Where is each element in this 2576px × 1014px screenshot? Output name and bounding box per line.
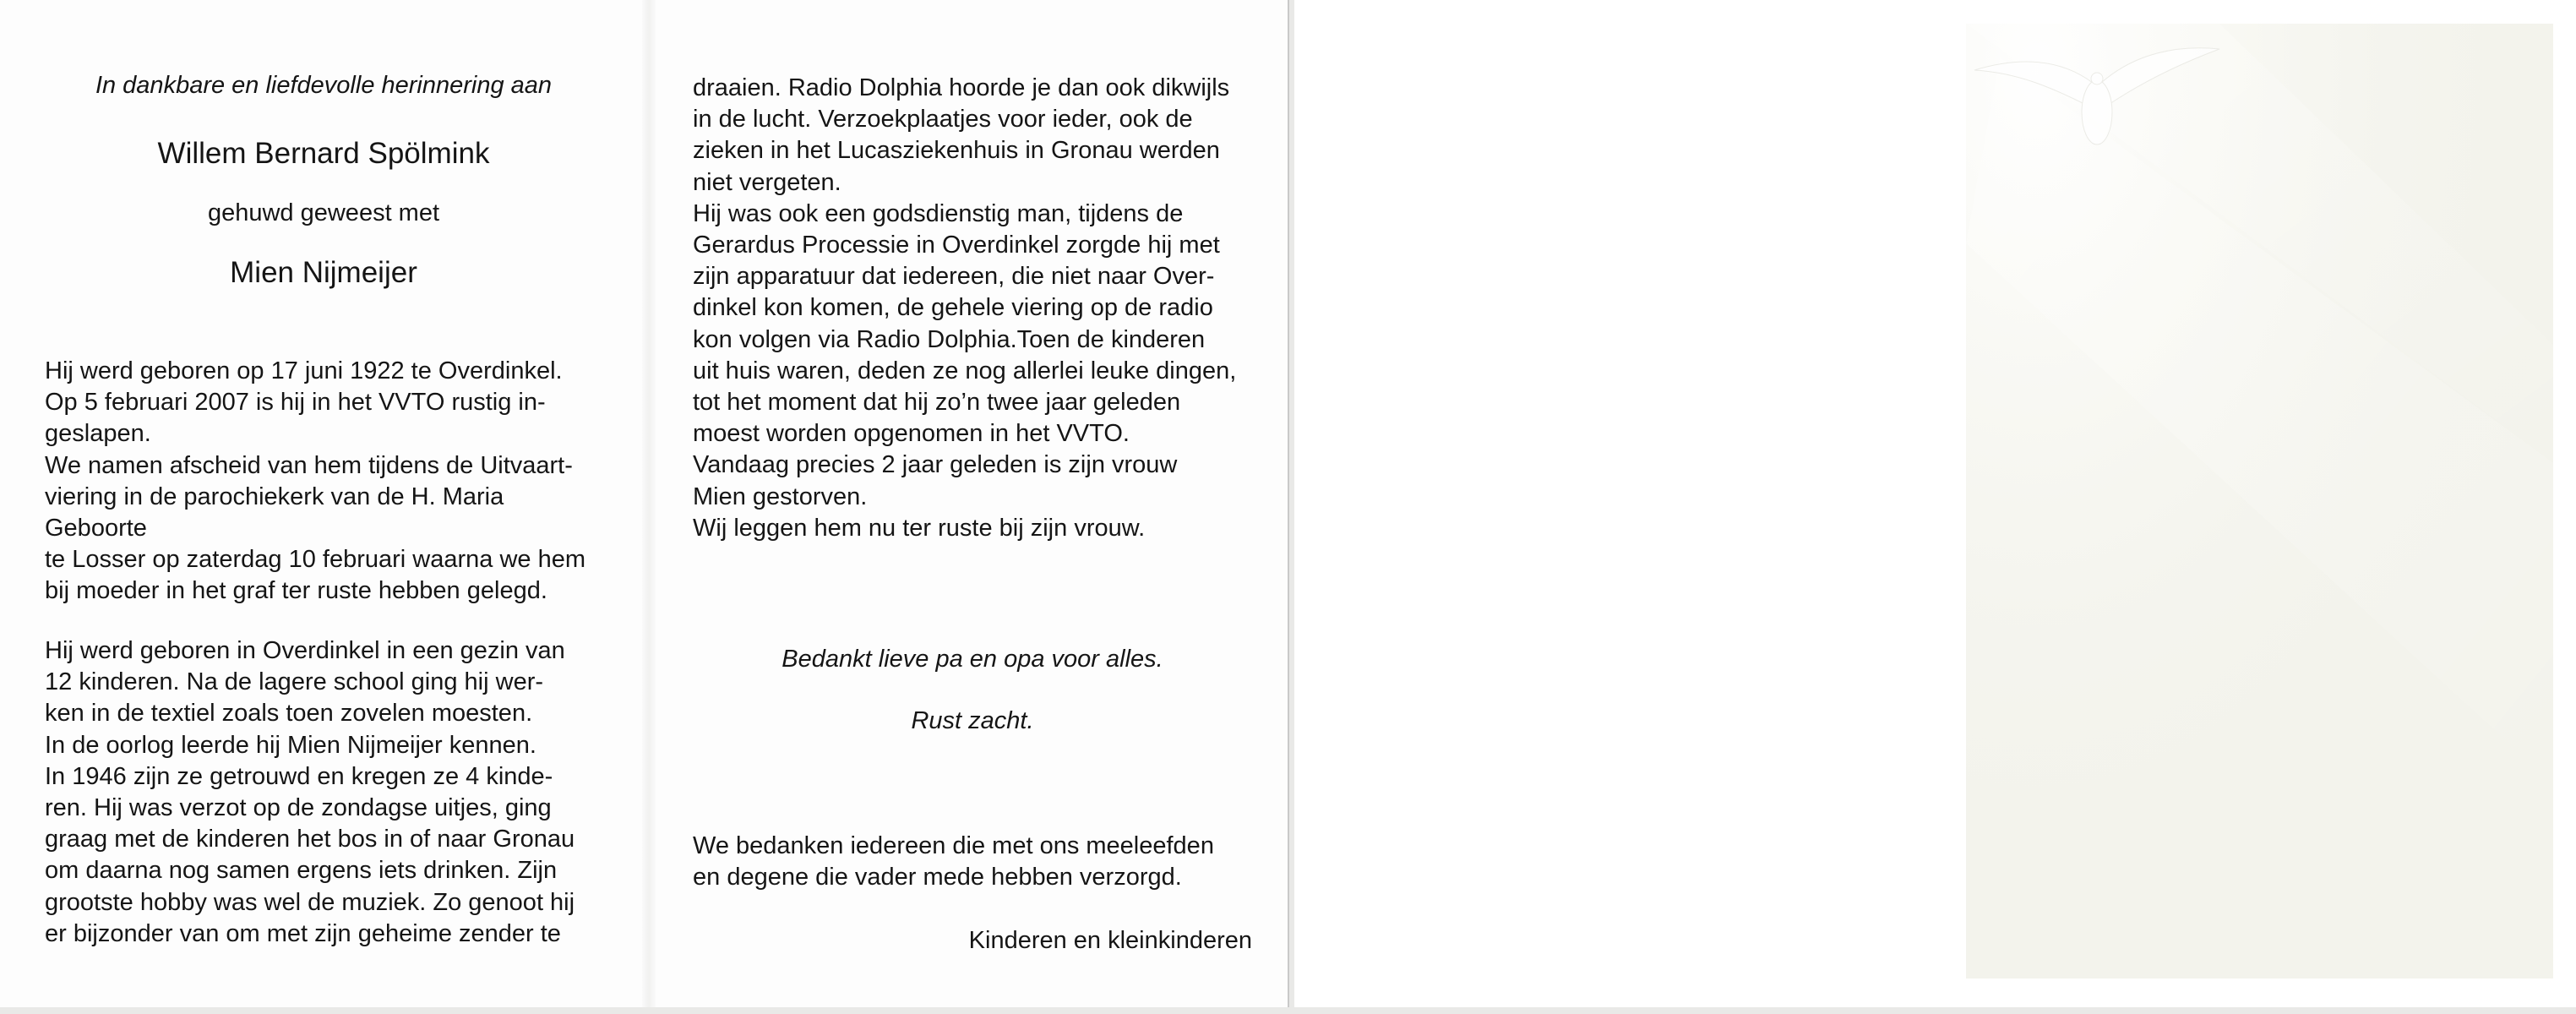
text-line: te Losser op zaterdag 10 februari waarna we hem bbox=[45, 546, 585, 574]
text-line: en degene die vader mede hebben verzorgd. bbox=[693, 864, 1182, 891]
biography-paragraph-1 bbox=[45, 356, 602, 608]
biography-continuation bbox=[693, 73, 1252, 544]
text-line: zijn apparatuur dat iedereen, die niet naar Over- bbox=[693, 263, 1215, 291]
text-line: tot het moment dat hij zo’n twee jaar geleden bbox=[693, 389, 1181, 417]
spouse-name: Mien Nijmeijer bbox=[230, 256, 417, 289]
signature: Kinderen en kleinkinderen bbox=[968, 927, 1252, 954]
acknowledgement bbox=[693, 831, 1252, 893]
text-line: We namen afscheid van hem tijdens de Uitvaart- bbox=[45, 451, 573, 479]
text-line: draaien. Radio Dolphia hoorde je dan ook dikwijls bbox=[693, 74, 1230, 101]
text-line: 12 kinderen. Na de lagere school ging hij wer- bbox=[45, 668, 544, 696]
text-line: kon volgen via Radio Dolphia.Toen de kinderen bbox=[693, 325, 1206, 353]
text-line: zieken in het Lucasziekenhuis in Gronau werden bbox=[693, 137, 1220, 165]
text-line: graag met de kinderen het bos in of naar Gronau bbox=[45, 826, 575, 853]
text-line: Op 5 februari 2007 is hij in het VVTO rustig in- bbox=[45, 389, 546, 417]
text-line: Hij werd geboren op 17 juni 1922 te Overdinkel. bbox=[45, 357, 563, 384]
text-line: Wij leggen hem nu ter ruste bij zijn vrouw. bbox=[693, 514, 1146, 542]
center-fold bbox=[642, 0, 656, 1007]
text-line: viering in de parochiekerk van de H. Maria Geboorte bbox=[45, 482, 504, 542]
text-line: In de oorlog leerde hij Mien Nijmeijer kennen. bbox=[45, 731, 536, 759]
text-line: Gerardus Processie in Overdinkel zorgde hij met bbox=[693, 232, 1220, 259]
dove-light-photo bbox=[1966, 24, 2553, 979]
married-to-label: gehuwd geweest met bbox=[207, 199, 440, 226]
text-line: In 1946 zijn ze getrouwd en kregen ze 4 kinde- bbox=[45, 762, 553, 790]
text-line: uit huis waren, deden ze nog allerlei leuke dingen, bbox=[693, 357, 1237, 384]
text-line: geslapen. bbox=[45, 420, 151, 448]
intro-line: In dankbare en liefdevolle herinnering aan bbox=[95, 72, 553, 99]
text-line: dinkel kon komen, de gehele viering op de radio bbox=[693, 294, 1213, 322]
text-line: moest worden opgenomen in het VVTO. bbox=[693, 420, 1130, 448]
text-line: Hij werd geboren in Overdinkel in een gezin van bbox=[45, 637, 565, 664]
rest-line: Rust zacht. bbox=[911, 707, 1034, 734]
text-line: Hij was ook een godsdienstig man, tijdens de bbox=[693, 199, 1184, 227]
text-line: We bedanken iedereen die met ons meeleefden bbox=[693, 832, 1214, 859]
text-line: bij moeder in het graf ter ruste hebben gelegd. bbox=[45, 577, 547, 605]
dove-icon bbox=[1966, 24, 2553, 979]
text-line: in de lucht. Verzoekplaatjes voor ieder, ook de bbox=[693, 106, 1193, 134]
text-line: Mien gestorven. bbox=[693, 482, 868, 510]
text-line: Vandaag precies 2 jaar geleden is zijn vrouw bbox=[693, 451, 1178, 479]
text-line: om daarna nog samen ergens iets drinken. Zijn bbox=[45, 857, 558, 885]
text-line: niet vergeten. bbox=[693, 168, 841, 196]
text-line: grootste hobby was wel de muziek. Zo genoot hij bbox=[45, 888, 575, 916]
biography-paragraph-2 bbox=[45, 635, 602, 950]
deceased-name: Willem Bernard Spölmink bbox=[157, 137, 490, 170]
text-line: ken in de textiel zoals toen zovelen moesten. bbox=[45, 700, 533, 728]
text-line: ren. Hij was verzot op de zondagse uitjes, ging bbox=[45, 794, 552, 822]
inner-spread bbox=[0, 0, 1289, 1007]
text-line: er bijzonder van om met zijn geheime zender te bbox=[45, 919, 561, 947]
thanks-line: Bedankt lieve pa en opa voor alles. bbox=[782, 646, 1163, 673]
